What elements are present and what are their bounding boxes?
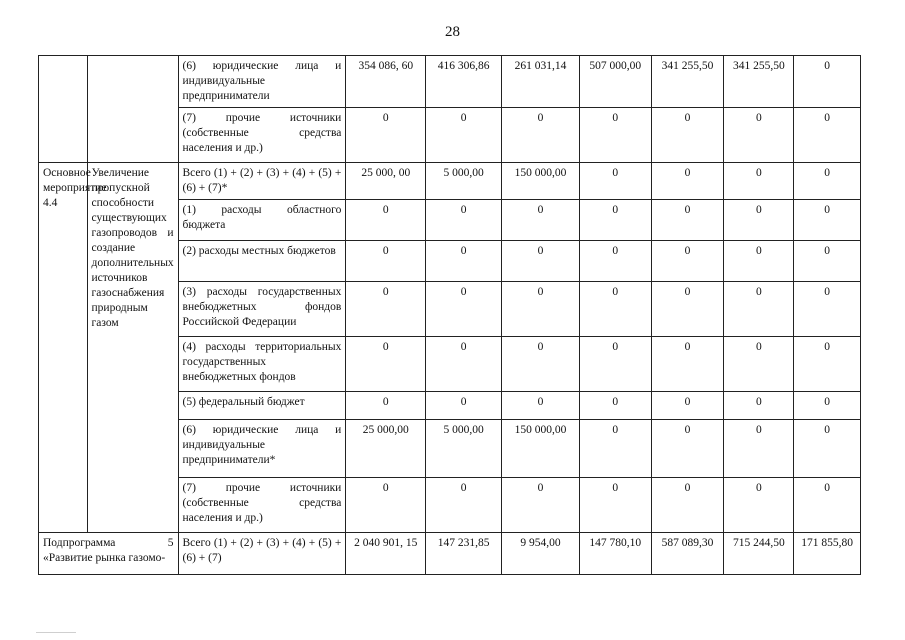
value-cell: 0 bbox=[426, 241, 502, 282]
funding-source-cell: (3) расходы государственных внебюджетных фондов Российской Федерации bbox=[178, 282, 346, 337]
scan-mark bbox=[36, 632, 76, 633]
value-cell: 0 bbox=[794, 241, 861, 282]
value-cell: 0 bbox=[579, 392, 651, 420]
value-cell: 2 040 901, 15 bbox=[346, 533, 426, 575]
value-cell: 0 bbox=[346, 241, 426, 282]
subprogram-title-cell: Подпрограмма 5 «Развитие рынка газомо- bbox=[39, 533, 179, 575]
value-cell: 0 bbox=[346, 108, 426, 163]
funding-source-cell: (2) расходы местных бюджетов bbox=[178, 241, 346, 282]
value-cell: 150 000,00 bbox=[502, 163, 580, 200]
value-cell: 0 bbox=[724, 200, 794, 241]
value-cell: 0 bbox=[724, 163, 794, 200]
value-cell: 0 bbox=[724, 282, 794, 337]
value-cell: 0 bbox=[794, 108, 861, 163]
value-cell: 0 bbox=[426, 200, 502, 241]
funding-source-cell: (6) юридические лица и индивидуальные предприниматели* bbox=[178, 420, 346, 478]
value-cell: 0 bbox=[579, 282, 651, 337]
value-cell: 0 bbox=[426, 337, 502, 392]
value-cell: 587 089,30 bbox=[651, 533, 724, 575]
value-cell: 0 bbox=[426, 392, 502, 420]
value-cell: 0 bbox=[724, 108, 794, 163]
value-cell: 0 bbox=[651, 392, 724, 420]
value-cell: 0 bbox=[651, 282, 724, 337]
value-cell: 5 000,00 bbox=[426, 163, 502, 200]
value-cell: 0 bbox=[794, 56, 861, 108]
value-cell: 0 bbox=[426, 478, 502, 533]
value-cell: 0 bbox=[724, 478, 794, 533]
funding-source-cell: Всего (1) + (2) + (3) + (4) + (5) + (6) + (7)* bbox=[178, 163, 346, 200]
value-cell: 25 000, 00 bbox=[346, 163, 426, 200]
value-cell: 25 000,00 bbox=[346, 420, 426, 478]
value-cell: 150 000,00 bbox=[502, 420, 580, 478]
value-cell: 0 bbox=[724, 337, 794, 392]
value-cell: 0 bbox=[579, 478, 651, 533]
value-cell: 0 bbox=[346, 478, 426, 533]
measure-status-cell: Основное мероприятие 4.4 bbox=[39, 163, 88, 533]
table-row bbox=[39, 56, 861, 108]
value-cell: 5 000,00 bbox=[426, 420, 502, 478]
value-cell: 171 855,80 bbox=[794, 533, 861, 575]
value-cell: 9 954,00 bbox=[502, 533, 580, 575]
value-cell: 0 bbox=[724, 241, 794, 282]
table-row bbox=[39, 163, 861, 200]
value-cell: 507 000,00 bbox=[579, 56, 651, 108]
value-cell: 0 bbox=[651, 478, 724, 533]
funding-source-cell: (1) расходы областного бюджета bbox=[178, 200, 346, 241]
value-cell: 147 231,85 bbox=[426, 533, 502, 575]
value-cell: 0 bbox=[502, 241, 580, 282]
value-cell: 0 bbox=[794, 163, 861, 200]
value-cell: 0 bbox=[651, 108, 724, 163]
value-cell: 0 bbox=[794, 478, 861, 533]
funding-source-cell: (4) расходы территориальных государственных внебюджетных фондов bbox=[178, 337, 346, 392]
value-cell: 0 bbox=[724, 420, 794, 478]
value-cell: 0 bbox=[579, 108, 651, 163]
value-cell: 416 306,86 bbox=[426, 56, 502, 108]
value-cell: 715 244,50 bbox=[724, 533, 794, 575]
measure-name-cell: Увеличение пропускной способности существующих газопроводов и создание дополнительных источников газоснабжения природным газом bbox=[87, 163, 178, 533]
value-cell: 0 bbox=[794, 420, 861, 478]
value-cell: 0 bbox=[426, 282, 502, 337]
value-cell: 0 bbox=[651, 420, 724, 478]
value-cell: 0 bbox=[651, 163, 724, 200]
value-cell: 0 bbox=[794, 282, 861, 337]
value-cell: 0 bbox=[579, 163, 651, 200]
value-cell: 0 bbox=[502, 337, 580, 392]
value-cell: 354 086, 60 bbox=[346, 56, 426, 108]
value-cell: 0 bbox=[794, 392, 861, 420]
funding-source-cell: (5) федеральный бюджет bbox=[178, 392, 346, 420]
value-cell: 341 255,50 bbox=[724, 56, 794, 108]
funding-source-cell: Всего (1) + (2) + (3) + (4) + (5) + (6) + (7) bbox=[178, 533, 346, 575]
funding-source-cell: (7) прочие источники (собственные средства населения и др.) bbox=[178, 478, 346, 533]
value-cell: 261 031,14 bbox=[502, 56, 580, 108]
status-cell bbox=[39, 56, 88, 163]
value-cell: 0 bbox=[651, 337, 724, 392]
funding-source-cell: (7) прочие источники (собственные средства населения и др.) bbox=[178, 108, 346, 163]
value-cell: 0 bbox=[502, 478, 580, 533]
value-cell: 0 bbox=[502, 200, 580, 241]
value-cell: 0 bbox=[346, 282, 426, 337]
value-cell: 0 bbox=[794, 200, 861, 241]
value-cell: 0 bbox=[651, 200, 724, 241]
value-cell: 0 bbox=[502, 392, 580, 420]
name-cell bbox=[87, 56, 178, 163]
value-cell: 0 bbox=[502, 282, 580, 337]
value-cell: 0 bbox=[502, 108, 580, 163]
table-row bbox=[39, 533, 861, 575]
budget-table bbox=[38, 55, 861, 575]
funding-source-cell: (6) юридические лица и индивидуальные предприниматели bbox=[178, 56, 346, 108]
value-cell: 0 bbox=[794, 337, 861, 392]
value-cell: 341 255,50 bbox=[651, 56, 724, 108]
value-cell: 0 bbox=[346, 337, 426, 392]
value-cell: 147 780,10 bbox=[579, 533, 651, 575]
page-number: 28 bbox=[445, 24, 460, 40]
value-cell: 0 bbox=[651, 241, 724, 282]
value-cell: 0 bbox=[579, 337, 651, 392]
value-cell: 0 bbox=[426, 108, 502, 163]
table-body bbox=[39, 56, 861, 575]
value-cell: 0 bbox=[346, 200, 426, 241]
value-cell: 0 bbox=[724, 392, 794, 420]
value-cell: 0 bbox=[346, 392, 426, 420]
value-cell: 0 bbox=[579, 200, 651, 241]
value-cell: 0 bbox=[579, 420, 651, 478]
value-cell: 0 bbox=[579, 241, 651, 282]
